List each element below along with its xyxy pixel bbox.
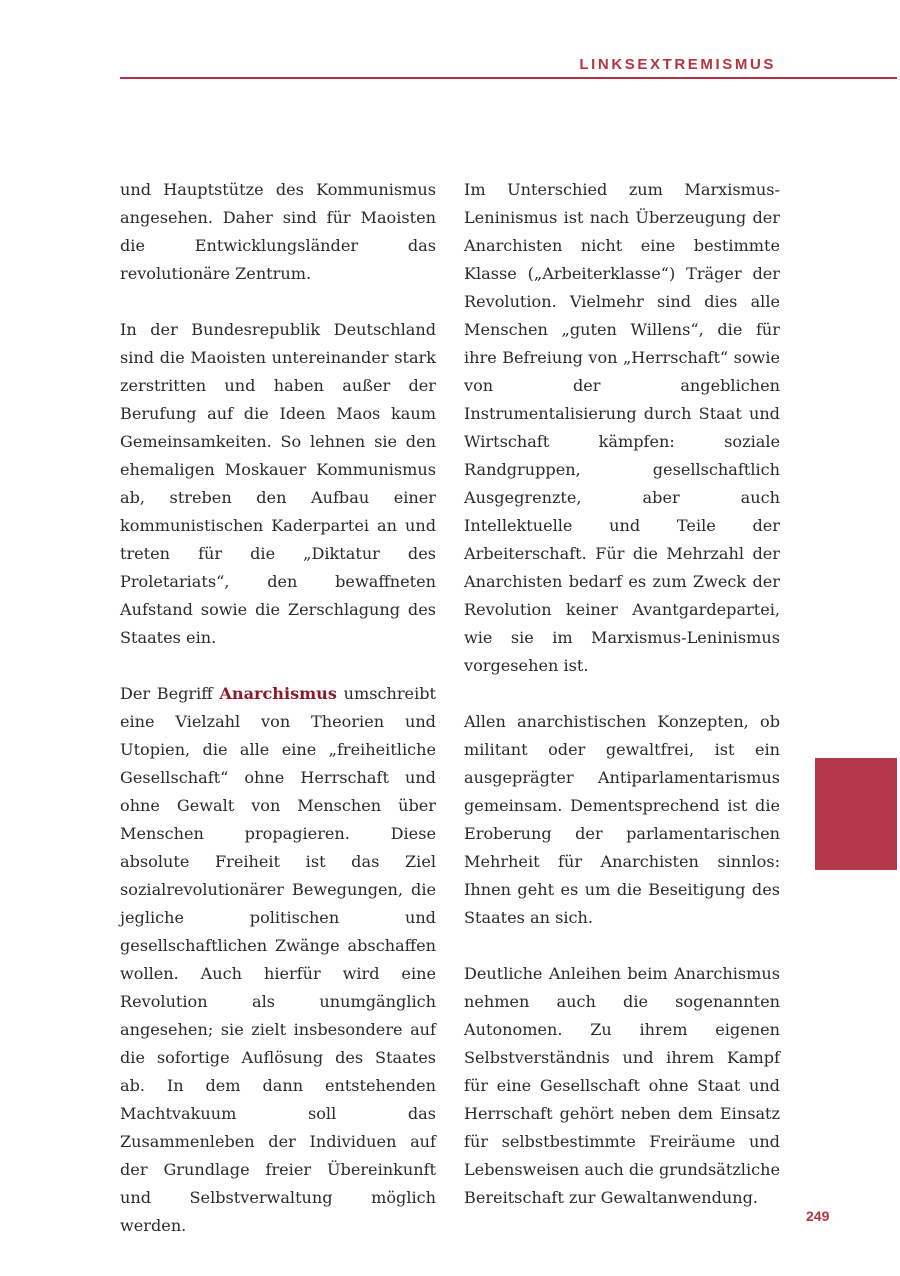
- left-column: [120, 176, 436, 1268]
- paragraph: Allen anarchistischen Konzepten, ob militant oder gewaltfrei, ist ein ausgeprägter Antiparlamentarismus gemeinsam. Dementsprechend ist die Eroberung der parlamentarischen Mehrheit für Anarchisten sinnlos: Ihnen geht es um die Beseitigung des Staates an sich.: [464, 712, 780, 927]
- section-title: LINKSEXTREMISMUS: [579, 56, 776, 73]
- chapter-side-tab: [815, 758, 897, 870]
- right-column: [464, 176, 780, 1240]
- paragraph-text: Der Begriff: [120, 684, 220, 703]
- paragraph: Im Unterschied zum Marxismus-Leninismus ist nach Überzeugung der Anarchisten nicht eine bestimmte Klasse („Arbeiterklasse“) Träger der Revolution. Vielmehr sind dies alle Menschen „guten Willens“, die für ihre Befreiung von „Herrschaft“ sowie von der angeblichen Instrumentalisierung durch Staat und Wirtschaft kämpfen: soziale Randgruppen, gesellschaftlich Ausgegrenzte, aber auch Intellektuelle und Teile der Arbeiterschaft. Für die Mehrzahl der Anarchisten bedarf es zum Zweck der Revolution keiner Avantgardepartei, wie sie im Marxismus-Leninismus vorgesehen ist.: [464, 180, 780, 675]
- paragraph: In der Bundesrepublik Deutschland sind die Maoisten untereinander stark zerstritten und haben außer der Berufung auf die Ideen Maos kaum Gemeinsamkeiten. So lehnen sie den ehemaligen Moskauer Kommunismus ab, streben den Aufbau einer kommunistischen Kaderpartei an und treten für die „Diktatur des Proletariats“, den bewaffneten Aufstand sowie die Zerschlagung des Staates ein.: [120, 320, 436, 647]
- paragraph: und Hauptstütze des Kommunismus angesehen. Daher sind für Maoisten die Entwicklungsländer das revolutionäre Zentrum.: [120, 180, 436, 283]
- page-number: 249: [806, 1208, 830, 1224]
- paragraph-anarchismus: [120, 680, 436, 1240]
- paragraph: Deutliche Anleihen beim Anarchismus nehmen auch die sogenannten Autonomen. Zu ihrem eigenen Selbstverständnis und ihrem Kampf für eine Gesellschaft ohne Staat und Herrschaft gehört neben dem Einsatz für selbstbestimmte Freiräume und Lebensweisen auch die grundsätzliche Bereitschaft zur Gewaltanwendung.: [464, 964, 780, 1207]
- glossary-term: Anarchismus: [219, 684, 337, 703]
- header-rule: [120, 77, 897, 79]
- paragraph-text: umschreibt eine Vielzahl von Theorien und Utopien, die alle eine „freiheitliche Gesellschaft“ ohne Herrschaft und ohne Gewalt von Menschen über Menschen propagieren. Diese absolute Freiheit ist das Ziel sozialrevolutionärer Bewegungen, die jegliche politischen und gesellschaftlichen Zwänge abschaffen wollen. Auch hierfür wird eine Revolution als unumgänglich angesehen; sie zielt insbesondere auf die sofortige Auflösung des Staates ab. In dem dann entstehenden Machtvakuum soll das Zusammenleben der Individuen auf der Grundlage freier Übereinkunft und Selbstverwaltung möglich werden.: [120, 684, 436, 1235]
